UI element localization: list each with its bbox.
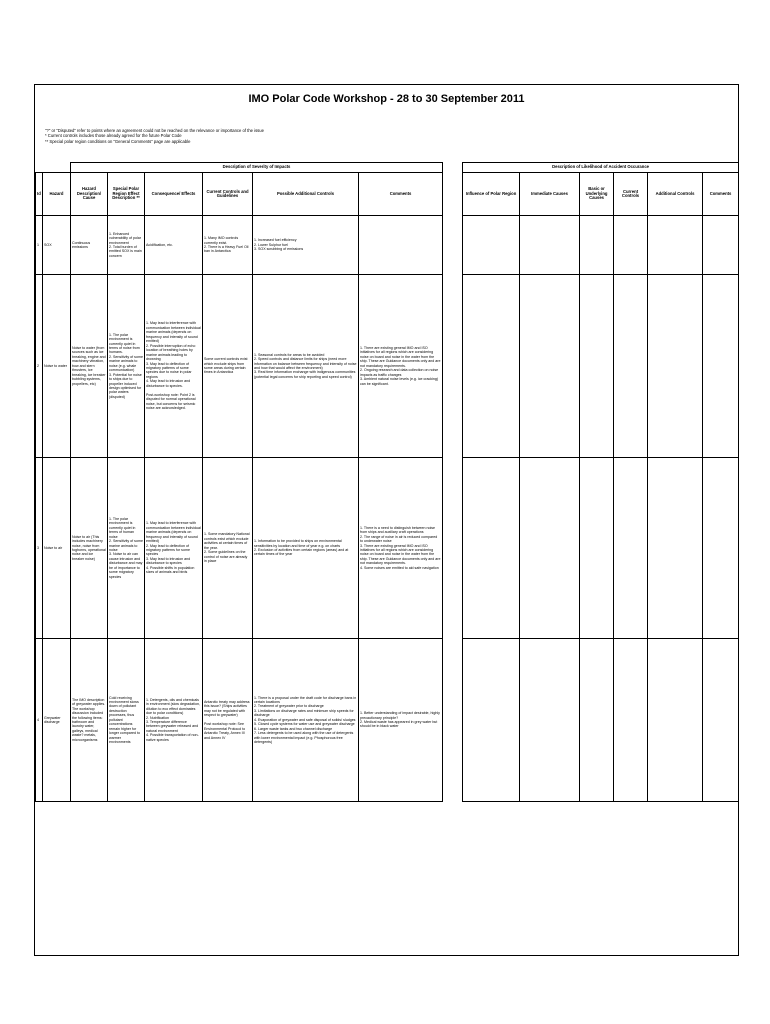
cell-empty: [463, 458, 520, 639]
cell-consequence: Acidification, etc.: [145, 216, 203, 275]
cell-special-effect: 1. Enhanced vulnerability of polar environment 2. Total burden of emitted SOX is main concern: [108, 216, 145, 275]
cell-empty: [463, 216, 520, 275]
cell-comments: 1. There are existing general IMO and ISO initiatives for all regions which are considering noise on board and noise in the water from the ship. These are Guidance documents only and are not mandatory requirements. 2. Ongoing research and data collection on noise impacts as traffic changes 3. Ambient natural noise levels (e.g. ice cracking) can be significant.: [359, 275, 443, 458]
cell-empty: [580, 639, 614, 802]
cell-special-effect: 1. The polar environment is currently quiet in terms of human noise 2. Sensitivity of some marine animals to noise 3. Noise to air can cause intrusion and disturbance and may be of importance to some migratory species: [108, 458, 145, 639]
cell-additional-controls: 1. Increased fuel efficiency 2. Lower Sulphur fuel 3. SOX scrubbing of emissions: [253, 216, 359, 275]
cell-hazard: Greywater discharge: [43, 639, 71, 802]
col-header-influence: Influence of Polar Region: [463, 173, 520, 216]
document-title: IMO Polar Code Workshop - 28 to 30 September 2011: [248, 93, 525, 105]
cell-consequence: 1. Detergents, oils and chemicals in environment (slow degradation, dilution to eco effect dominates due to polar conditions) 2. Nutrification 3. Temperature difference between greywater released and natural environment 4. Possible transportation of non-native species: [145, 639, 203, 802]
group-header-row: [36, 163, 739, 173]
cell-empty: [614, 216, 648, 275]
cell-current-controls: Some current controls exist which exclude ships from some areas during certain times in Antarctica: [203, 275, 253, 458]
cell-hazard: Noise to water: [43, 275, 71, 458]
col-header-basic-causes: Basic or Underlying Causes: [580, 173, 614, 216]
cell-empty: [520, 216, 580, 275]
col-header-comments-2: Comments: [703, 173, 739, 216]
likelihood-group-header: Description of Likelihood of Accident Occurance: [463, 163, 739, 173]
cell-empty: [580, 458, 614, 639]
cell-special-effect: Cold receiving environment slows down of pollutant destruction processes, thus pollutant concentrations remain higher for longer compared to warmer environments: [108, 639, 145, 802]
cell-empty: [520, 458, 580, 639]
column-header-row: [36, 173, 739, 216]
col-header-current-controls: Current Controls and Guidelines: [203, 173, 253, 216]
cell-empty: [648, 275, 703, 458]
note-line: "?" or "Disputed" refer to points where an agreement could not be reached on the relevance or importance of the issue: [45, 128, 264, 133]
col-header-hazard-description: Hazard Description/ Cause: [71, 173, 108, 216]
cell-id: 3: [36, 458, 43, 639]
cell-empty: [648, 216, 703, 275]
cell-empty: [463, 275, 520, 458]
cell-empty: [614, 639, 648, 802]
cell-empty: [463, 639, 520, 802]
table-row: [36, 216, 739, 275]
cell-empty: [703, 639, 739, 802]
cell-additional-controls: 1. Seasonal controls for areas to be avoided 2. Speed controls and distance limits for ships (need more information on balance between frequency and intensity of noise and how that would affect the environment) 3. Real time information exchange with indigenous communities (potential legal concerns for ship reporting and speed control): [253, 275, 359, 458]
severity-group-header: Description of Severity of Impacts: [71, 163, 443, 173]
cell-empty: [648, 458, 703, 639]
cell-comments: 1. Better understanding of impact desirable, highly precautionary principle? 2. Medical waste has appeared in grey water but should be in black water: [359, 639, 443, 802]
col-header-immediate-causes: Immediate Causes: [520, 173, 580, 216]
cell-current-controls: Antarctic treaty may address this issue? (Ships activities may not be regulated with respect to greywater) Post workshop note: See Environmental Protocol to Antarctic Treaty, Annex III and Annex IV: [203, 639, 253, 802]
cell-id: 4: [36, 639, 43, 802]
col-header-consequence: Consequence/ Effects: [145, 173, 203, 216]
col-header-id: Id: [36, 173, 43, 216]
cell-hazard-description: Continuous emissions: [71, 216, 108, 275]
cell-hazard-description: Noise to water (from sources such as ice breaking, engine and machinery vibration, bow and stern thrusters, ice breaking, ice breaker bubbling systems, propellers, etc): [71, 275, 108, 458]
table-row: [36, 639, 739, 802]
cell-empty: [614, 275, 648, 458]
notes-block: [45, 128, 264, 144]
worksheet: [34, 84, 739, 956]
col-header-additional-controls: Possible Additional Controls: [253, 173, 359, 216]
cell-empty: [520, 275, 580, 458]
col-header-hazard: Hazard: [43, 173, 71, 216]
cell-empty: [580, 275, 614, 458]
cell-id: 1: [36, 216, 43, 275]
cell-empty: [648, 639, 703, 802]
cell-comments: [359, 216, 443, 275]
cell-special-effect: 1. The polar environment is currently quiet in terms of noise from humans. 2. Sensitivity of some marine animals to noise (e.g. whale communication) 3. Potential for noise to ships due to propeller induced design optimised for polar waters (disputed): [108, 275, 145, 458]
cell-current-controls: 1. Some mandatory National controls exist which exclude activities at certain times of the year. 2. Some guidelines on the control of noise are already in place: [203, 458, 253, 639]
cell-empty: [520, 639, 580, 802]
cell-consequence: 1. May lead to interference with communication between individual marine animals (depends on frequency and intensity of sound emitted) 2. Possible interruption of echo location of breathing holes by marine animals leading to drowning 3. May lead to deflection of migratory patterns of some species due to noise in polar regions 4. May lead to intrusion and disturbance to species. Post-workshop note: Point 2 is disputed for normal operational noise, but concerns for seismic noise are acknowledged.: [145, 275, 203, 458]
cell-current-controls: 1. Many IMO controls currently exist. 2. There is a Heavy Fuel Oil ban in Antarctica: [203, 216, 253, 275]
note-line: ** Special polar region conditions on "General Comments" page are applicable: [45, 138, 191, 144]
cell-additional-controls: 1. Information to be provided to ships on environmental sensitivities by location and time of year e.g. on charts 2. Exclusion of activities from certain regions (areas) and at certain times of the year: [253, 458, 359, 639]
cell-hazard: Noise to air: [43, 458, 71, 639]
cell-hazard-description: Noise to air (This includes machinery noise, noise from foghorns, operational noise and ice breaker noise): [71, 458, 108, 639]
table-row: [36, 275, 739, 458]
cell-comments: 1. There is a need to distinguish between noise from ships and auxiliary craft operations 2. The range of noise in air is reduced compared to underwater noise 3. There are existing general IMO and ISO initiatives for all regions which are considering noise on board and noise in the water from the ship. These are Guidance documents only and are not mandatory requirements. 4. Some noises are emitted to aid safe navigation: [359, 458, 443, 639]
cell-id: 2: [36, 275, 43, 458]
col-header-comments: Comments: [359, 173, 443, 216]
cell-hazard-description: The IMO description of greywater applies. The workshop discussion included the following items: bathroom and laundry water, galleys, medical waste? metals, microorganisms: [71, 639, 108, 802]
cell-consequence: 1. May lead to interference with communication between individual marine animals (depends on frequency and intensity of sound emitted) 2. May lead to deflection of migratory patterns for some species 3. May lead to intrusion and disturbance to species 4. Possible shifts in population sizes of animals and birds: [145, 458, 203, 639]
cell-empty: [614, 458, 648, 639]
cell-empty: [703, 216, 739, 275]
cell-additional-controls: 1. There is a proposal under the draft code for discharge bans in certain locations 2. Treatment of greywater prior to discharge 3. Limitations on discharge rates and minimum ship speeds for discharge 4. Evaporation of greywater and safe disposal of solids/ sludges 5. Closed cycle systems for water use and greywater discharge 6. Larger waste tanks and two channel discharge 7. Less detergents to be used along with the use of detergents with lower environmental impact (e.g. Phosphorous free detergents): [253, 639, 359, 802]
note-line: * Current controls includes those already agreed for the future Polar Code: [45, 133, 182, 139]
cell-empty: [703, 275, 739, 458]
hazard-table: [35, 162, 739, 802]
cell-empty: [703, 458, 739, 639]
col-header-additional-controls-2: Additional Controls: [648, 173, 703, 216]
table-row: [36, 458, 739, 639]
col-header-special-polar-effect: Special Polar Region Effect Description **: [108, 173, 145, 216]
cell-hazard: SOX: [43, 216, 71, 275]
col-header-current-controls-2: Current Controls: [614, 173, 648, 216]
cell-empty: [580, 216, 614, 275]
